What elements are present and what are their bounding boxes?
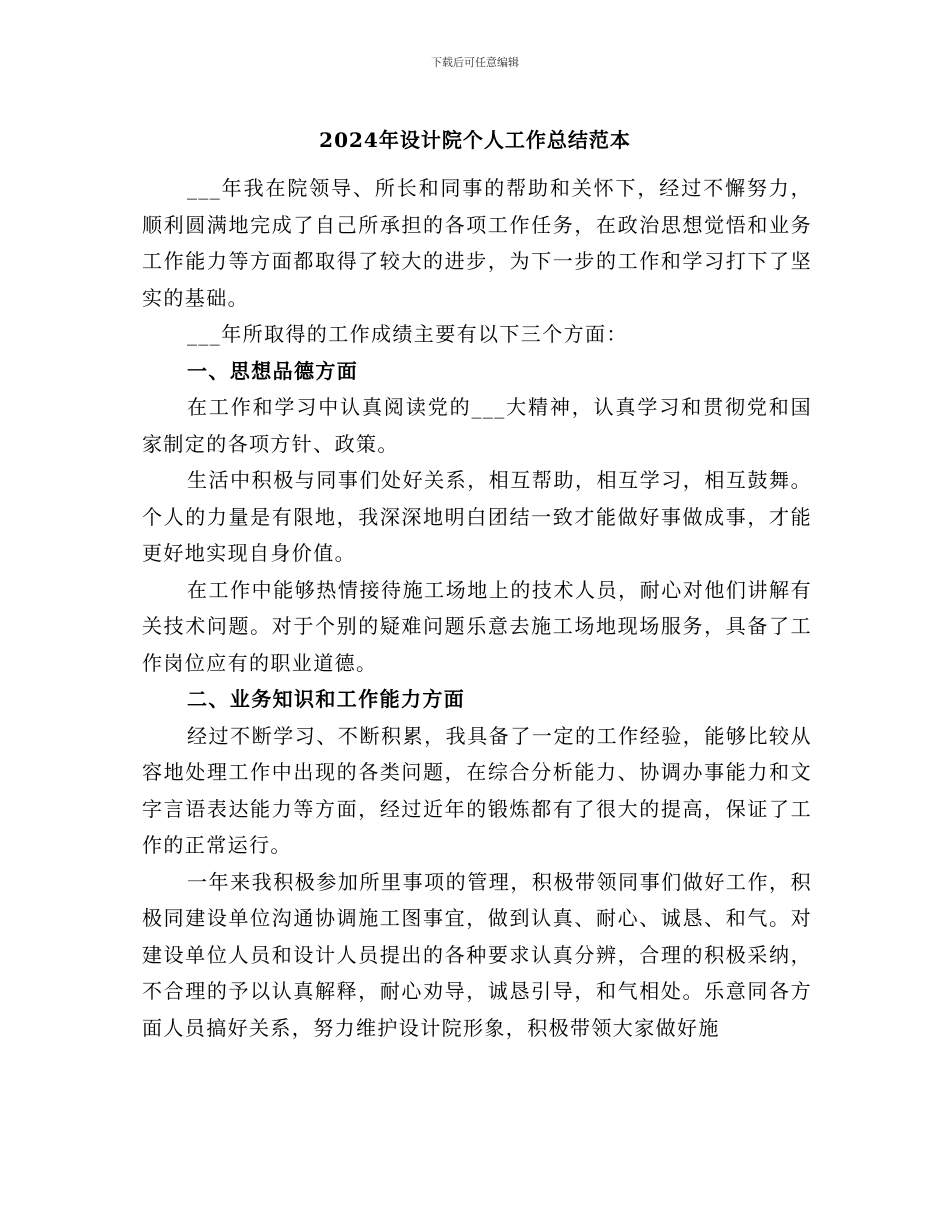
paragraph-skills-experience: 经过不断学习、不断积累，我具备了一定的工作经验，能够比较从容地处理工作中出现的各类问题，在综合分析能力、协调办事能力和文字言语表达能力等方面，经过近年的锻炼都有了很大的提高，保证了工作的正常运行。 <box>142 723 812 857</box>
paragraph-skills-management: 一年来我积极参加所里事项的管理，积极带领同事们做好工作，积极同建设单位沟通协调施工图事宜，做到认真、耐心、诚恳、和气。对建设单位人员和设计人员提出的各种要求认真分辨，合理的积极采纳，不合理的予以认真解释，耐心劝导，诚恳引导，和气相处。乐意同各方面人员搞好关系，努力维护设计院形象，积极带领大家做好施 <box>142 869 812 1040</box>
document-body <box>142 170 812 1046</box>
paragraph-summary: ___年所取得的工作成绩主要有以下三个方面： <box>187 322 628 346</box>
document-title: 2024年设计院个人工作总结范本 <box>319 128 631 152</box>
paragraph-ethics-study: 在工作和学习中认真阅读党的___大精神，认真学习和贯彻党和国家制定的各项方针、政策。 <box>142 395 812 456</box>
header-note: 下载后可任意编辑 <box>431 56 519 69</box>
paragraph-ethics-colleagues: 生活中积极与同事们处好关系，相互帮助，相互学习，相互鼓舞。个人的力量是有限地，我深深地明白团结一致才能做好事做成事，才能更好地实现自身价值。 <box>142 468 812 565</box>
paragraph-ethics-service: 在工作中能够热情接待施工场地上的技术人员，耐心对他们讲解有关技术问题。对于个别的疑难问题乐意去施工场地现场服务，具备了工作岗位应有的职业道德。 <box>142 577 812 675</box>
section-heading-skills: 二、业务知识和工作能力方面 <box>187 687 466 711</box>
paragraph-intro: ___年我在院领导、所长和同事的帮助和关怀下，经过不懈努力，顺利圆满地完成了自己所承担的各项工作任务，在政治思想觉悟和业务工作能力等方面都取得了较大的进步，为下一步的工作和学习打下了坚实的基础。 <box>142 176 812 310</box>
section-heading-ethics: 一、思想品德方面 <box>187 358 359 383</box>
